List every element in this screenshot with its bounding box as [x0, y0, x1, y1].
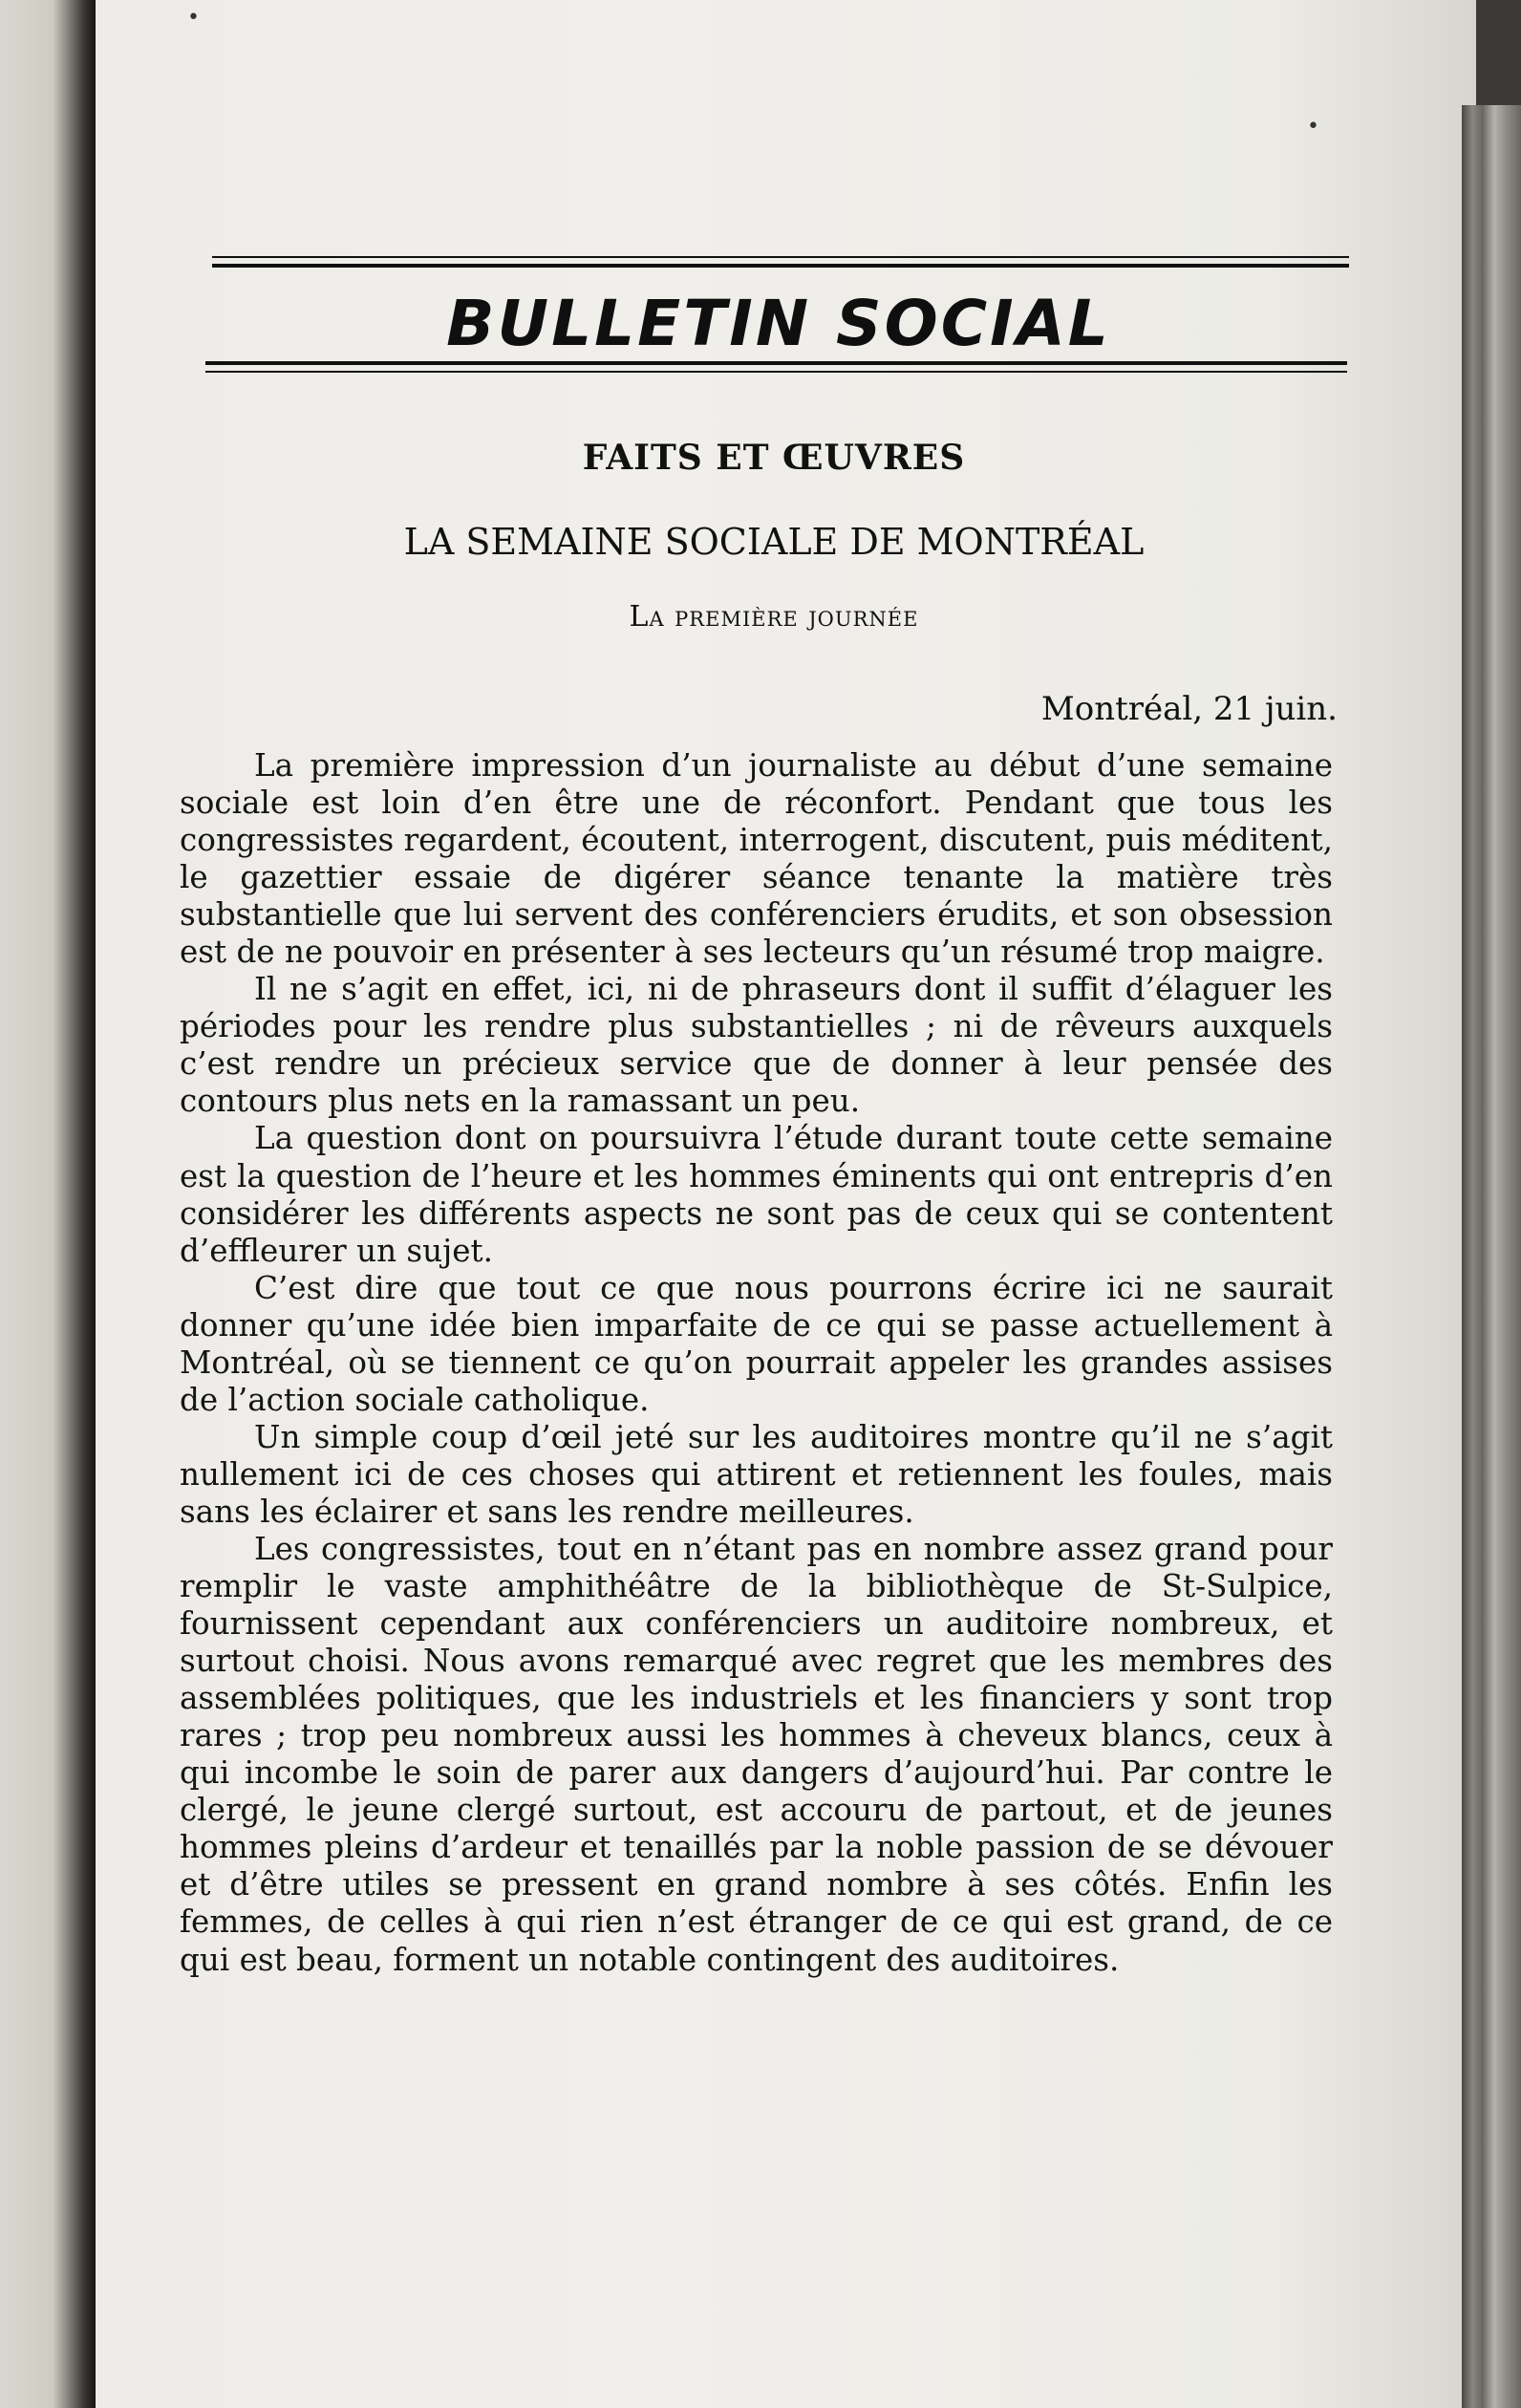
facing-page-edge	[0, 0, 96, 2408]
paragraph: C’est dire que tout ce que nous pourrons écrire ici ne saurait donner qu’une idée bien imparfaite de ce qui se passe actuellement à Montréal, où se tiennent ce qu’on pourrait appeler les grandes assises de l’action sociale catholique.	[180, 1269, 1333, 1418]
scan-speck: •	[187, 6, 200, 30]
article-subtitle: La première journée	[629, 600, 919, 634]
header-rule-top	[212, 264, 1349, 268]
dateline: Montréal, 21 juin.	[1040, 690, 1338, 728]
article-body	[180, 747, 1333, 1979]
header-rule-bottom	[205, 361, 1347, 365]
page-corner-shadow	[1476, 0, 1521, 105]
paragraph: Il ne s’agit en effet, ici, ni de phraseurs dont il suffit d’élaguer les périodes pour les rendre plus substantielles ; ni de rêveurs auxquels c’est rendre un précieux service que de donner à leur pensée des contours plus nets en la ramassant un peu.	[180, 971, 1333, 1120]
paragraph: Les congressistes, tout en n’étant pas en nombre assez grand pour remplir le vaste amphithéâtre de la bibliothèque de St-Sulpice, fournissent cependant aux conférenciers un auditoire nombreux, et surtout choisi. Nous avons remarqué avec regret que les membres des assemblées politiques, que les industriels et les financiers y sont trop rares ; trop peu nombreux aussi les hommes à cheveux blancs, ceux à qui incombe le soin de parer aux dangers d’aujourd’hui. Par contre le clergé, le jeune clergé surtout, est accouru de partout, et de jeunes hommes pleins d’ardeur et tenaillés par la noble passion de se dévouer et d’être utiles se pressent en grand nombre à ses côtés. Enfin les femmes, de celles à qui rien n’est étranger de ce qui est grand, de ce qui est beau, forment un notable contingent des auditoires.	[180, 1530, 1333, 1978]
paragraph: La question dont on poursuivra l’étude durant toute cette semaine est la question de l’heure et les hommes éminents qui ont entrepris d’en considérer les différents aspects ne sont pas de ceux qui se contentent d’effleurer un sujet.	[180, 1120, 1333, 1269]
section-heading: FAITS ET ŒUVRES	[582, 438, 966, 478]
scan-speck: •	[1307, 115, 1319, 139]
paragraph: Un simple coup d’œil jeté sur les auditoires montre qu’il ne s’agit nullement ici de ces choses qui attirent et retiennent les foules, mais sans les éclairer et sans les rendre meilleures.	[180, 1418, 1333, 1530]
article-title: LA SEMAINE SOCIALE DE MONTRÉAL	[403, 521, 1145, 563]
header-rule-top-thin	[212, 256, 1349, 258]
paragraph: La première impression d’un journaliste au début d’une semaine sociale est loin d’en être une de réconfort. Pendant que tous les congressistes regardent, écoutent, interrogent, discutent, puis méditent, le gazettier essaie de digérer séance tenante la matière très substantielle que lui servent des conférenciers érudits, et son obsession est de ne pouvoir en présenter à ses lecteurs qu’un résumé trop maigre.	[180, 747, 1333, 971]
bulletin-title: BULLETIN SOCIAL	[446, 287, 1111, 360]
header-rule-bottom-thin	[205, 371, 1347, 373]
book-binding-edge	[1462, 105, 1521, 2408]
